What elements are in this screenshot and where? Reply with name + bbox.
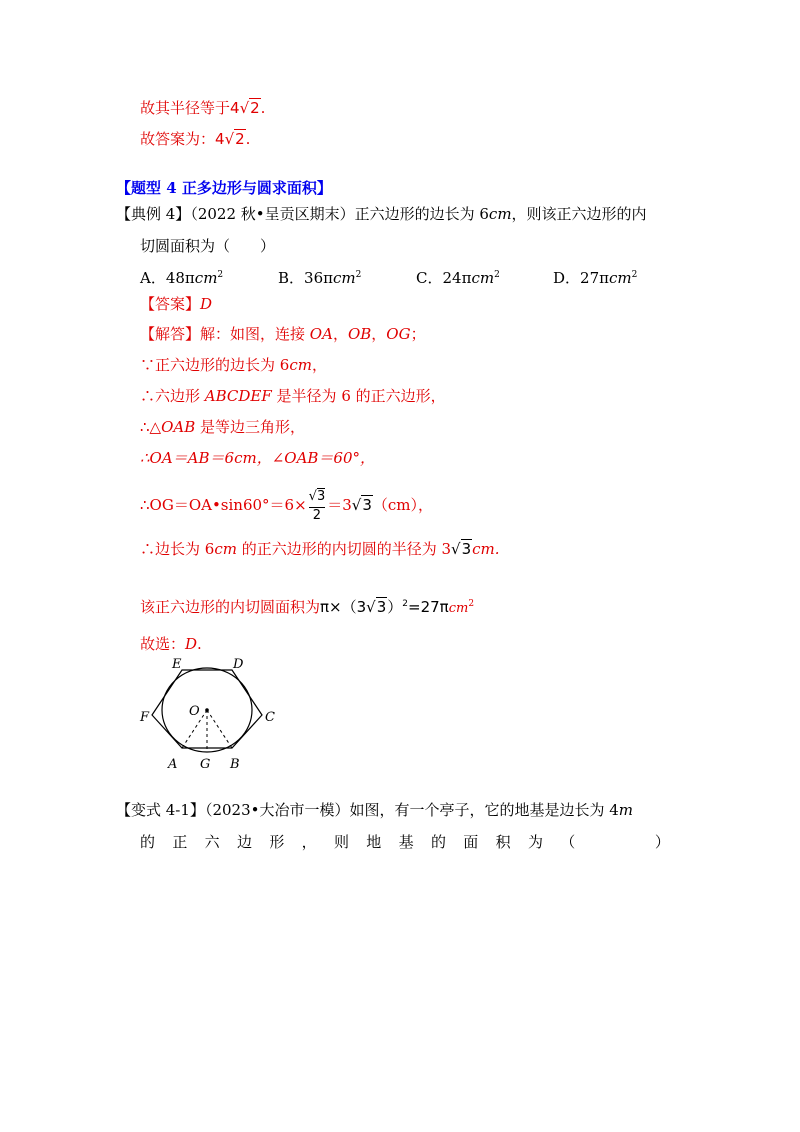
prev-answer-text: 故答案为： — [140, 130, 216, 148]
step5-c: （cm）， — [372, 496, 434, 514]
label-b: B — [230, 757, 240, 772]
area-expr-b: ） — [387, 598, 403, 616]
variant-source: （2023•大冶市一模） — [204, 801, 350, 819]
sqrt-symbol: √3 — [351, 496, 372, 514]
label-f: F — [140, 710, 150, 725]
step3-b: 是等边三角形， — [195, 418, 306, 436]
solution-label: 【解答】 — [140, 325, 201, 343]
answer-label: 【答案】 — [140, 295, 201, 313]
solution-step6 — [140, 539, 500, 559]
area-a: 该正六边形的内切圆面积为 — [140, 598, 321, 616]
variant-char: 形 — [269, 833, 285, 851]
option-letter: C． — [416, 269, 443, 287]
variant-char: 基 — [398, 833, 414, 851]
variant-char: 则 — [333, 833, 349, 851]
step2-a: ∴六边形 — [140, 387, 205, 405]
step1-b: ， — [311, 356, 327, 374]
solution-intro-text: 解：如图，连接 — [200, 325, 310, 343]
option-exp: 2 — [355, 270, 362, 280]
option-num: 27π — [580, 269, 609, 287]
step6-unit: cm — [214, 540, 237, 558]
prev-answer-coef: 4 — [215, 130, 225, 148]
prev-radius-line — [140, 98, 265, 118]
option-exp: 2 — [494, 270, 500, 280]
answer-blank-open[interactable]: （ — [560, 833, 576, 851]
label-d: D — [233, 657, 244, 672]
option-unit: cm — [608, 269, 632, 287]
prev-answer-rad: 2 — [235, 130, 245, 148]
step1-unit: cm — [289, 356, 312, 374]
option-letter: D． — [553, 269, 581, 287]
example-question-b: ，则该正六边形的内 — [511, 205, 647, 223]
sqrt-symbol: √2 — [239, 99, 260, 117]
variant-char: ， — [301, 833, 317, 851]
fraction-denominator: 2 — [312, 507, 322, 523]
area-exp: 2 — [402, 599, 409, 609]
area-unit-exp: 2 — [468, 599, 475, 609]
step3-name: OAB — [161, 418, 196, 436]
section-title: 【题型 4 正多边形与圆求面积】 — [116, 179, 332, 197]
label-o: O — [189, 704, 200, 719]
variant-char: 的 — [430, 833, 446, 851]
option-num: 36π — [304, 269, 333, 287]
sqrt-symbol: √3 — [451, 540, 472, 558]
answer-value: D — [200, 295, 213, 313]
step5-a: ∴OG＝OA•sin60°＝6× — [140, 496, 307, 514]
example-label: 【典例 4】 — [116, 205, 191, 223]
sqrt-symbol: √3 — [366, 598, 387, 616]
choose-a: 故选： — [140, 635, 186, 653]
step6-rad: 3 — [461, 540, 472, 558]
answer-blank-close[interactable]: ） — [639, 833, 670, 851]
variant-line1 — [116, 800, 633, 820]
area-expr-c: =27π — [408, 598, 449, 616]
option-unit: cm — [332, 269, 356, 287]
prev-radius-end: . — [260, 99, 266, 117]
example-source: （2022 秋•呈贡区期末） — [190, 205, 355, 223]
variant-char: 六 — [204, 833, 220, 851]
segment-og: OG — [386, 325, 411, 343]
variant-char: 正 — [172, 833, 188, 851]
variant-line2 — [140, 832, 670, 852]
option-num: 48π — [165, 269, 195, 287]
prev-answer-end: . — [245, 130, 251, 148]
example-question-unit: cm — [488, 205, 512, 223]
area-unit: cm — [448, 601, 469, 616]
answer-line — [140, 294, 212, 314]
label-a: A — [168, 757, 178, 772]
example-question-a: 正六边形的边长为 6 — [354, 205, 489, 223]
sep: ， — [332, 325, 348, 343]
variant-char: 的 — [140, 833, 156, 851]
step2-b: 是半径为 6 的正六边形， — [271, 387, 446, 405]
step5-rad: 3 — [362, 496, 372, 514]
option-exp: 2 — [217, 270, 224, 280]
step6-a: ∴边长为 6 — [140, 540, 215, 558]
variant-char: 积 — [495, 833, 511, 851]
step5-b: ＝3 — [327, 496, 352, 514]
option-b[interactable] — [278, 265, 361, 288]
step2-name: ABCDEF — [204, 387, 272, 405]
solution-choose — [140, 634, 202, 654]
area-rad: 3 — [376, 598, 387, 616]
step1-a: ∵正六边形的边长为 6 — [140, 356, 290, 374]
option-c[interactable] — [416, 265, 500, 288]
option-letter: B． — [278, 269, 305, 287]
option-letter: A． — [140, 269, 166, 287]
variant-label: 【变式 4-1】 — [116, 801, 205, 819]
step6-b: 的正六边形的内切圆的半径为 3 — [236, 540, 452, 558]
example-question-line2: 切圆面积为（ ） — [140, 237, 276, 255]
segment-ob: OB — [347, 325, 372, 343]
sqrt-symbol: √2 — [224, 130, 245, 148]
solution-step5 — [140, 486, 433, 524]
segment-oa: OA — [309, 325, 333, 343]
option-unit: cm — [194, 269, 218, 287]
option-a[interactable] — [140, 265, 223, 288]
segment-ob-line — [207, 710, 232, 748]
hexagon-figure — [132, 655, 282, 775]
variant-char: 边 — [236, 833, 252, 851]
solution-step3 — [140, 417, 305, 437]
prev-answer-line — [140, 129, 250, 149]
variant-char: 面 — [463, 833, 479, 851]
option-unit: cm — [471, 269, 495, 287]
fraction-numerator-rad: 3 — [316, 488, 326, 504]
semicolon: ； — [410, 325, 426, 343]
variant-char: 地 — [366, 833, 382, 851]
sep: ， — [371, 325, 387, 343]
step3-a: ∴△ — [140, 418, 162, 436]
fraction — [309, 489, 326, 524]
prev-radius-text: 故其半径等于 — [140, 99, 231, 117]
center-point — [205, 708, 209, 712]
variant-text-a: 如图，有一个亭子，它的地基是边长为 4 — [349, 801, 619, 819]
step6-c: cm. — [472, 540, 500, 558]
solution-step4: ∴OA＝AB＝6cm，∠OAB＝60°， — [140, 449, 376, 467]
label-g: G — [200, 757, 211, 772]
area-expr-a: π×（3 — [320, 598, 367, 616]
option-d[interactable] — [553, 265, 637, 288]
fraction-numerator: √3 — [309, 489, 326, 508]
choose-value: D — [185, 635, 198, 653]
variant-unit: m — [618, 801, 634, 819]
solution-step1 — [140, 355, 327, 375]
choose-end: . — [197, 635, 202, 653]
prev-radius-rad: 2 — [250, 99, 260, 117]
solution-intro — [140, 324, 426, 344]
example-question-line1 — [116, 204, 647, 224]
label-c: C — [265, 710, 275, 725]
label-e: E — [172, 657, 182, 672]
prev-radius-coef: 4 — [230, 99, 240, 117]
solution-step2 — [140, 386, 446, 406]
solution-area — [140, 594, 474, 619]
answer-blank[interactable] — [593, 832, 623, 852]
option-exp: 2 — [631, 270, 638, 280]
variant-char: 为 — [527, 833, 543, 851]
option-num: 24π — [442, 269, 472, 287]
